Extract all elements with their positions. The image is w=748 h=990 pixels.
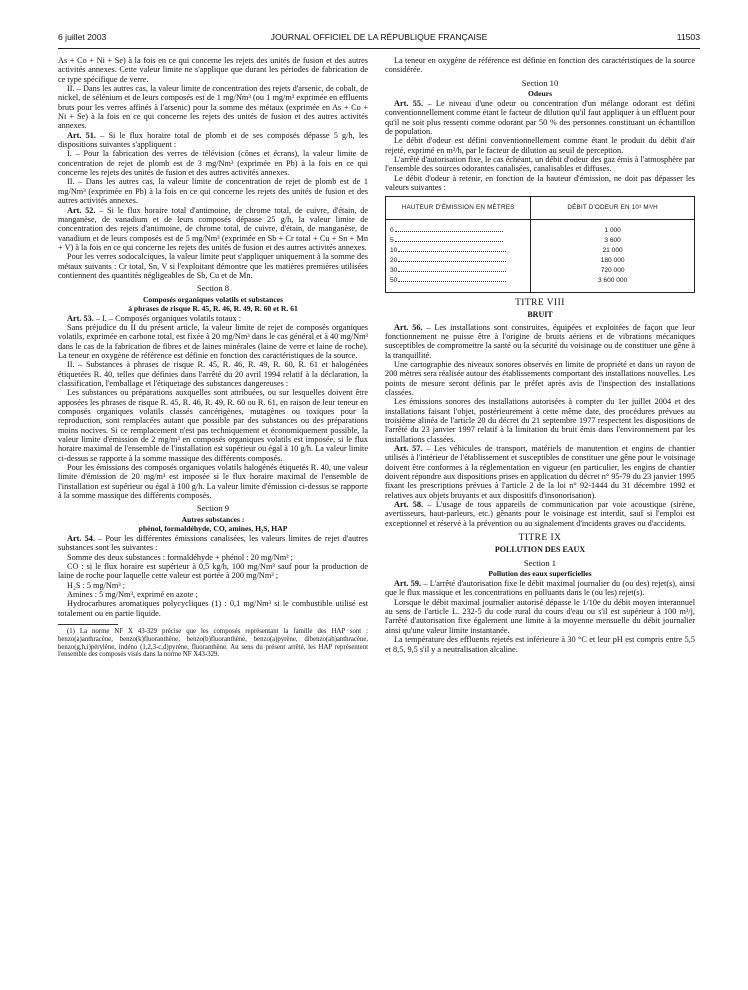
height-value: 5 <box>390 236 394 244</box>
header-journal-title: JOURNAL OFFICIEL DE LA RÉPUBLIQUE FRANÇAISE <box>270 32 488 42</box>
right-column <box>385 56 695 654</box>
section-subtitle <box>58 515 368 533</box>
article-number: Art. 54. <box>67 533 95 543</box>
paragraph: II. – Substances à phrases de risque R. 45, R. 46, R. 49, R. 60, R. 61 et halogénées étiquetées R. 40, telles que définies dans l'arrêté du 20 avril 1994 relatif à la déclaration, la classification, l'emballage et l'étiquetage des substances dangereuses : <box>58 360 368 388</box>
article-number: Art. 59. <box>394 579 422 589</box>
paragraph: Une cartographie des niveaux sonores observés en limite de propriété et dans un rayon de 200 mètres sera réalisée autour des établissements comportant des installations nouvelles. Les points de mesure seront définis par le préfet après avis de l'inspection des installations classées. <box>385 359 695 397</box>
article-text: – Le niveau d'une odeur ou concentration d'un mélange odorant est défini conventionnellement comme étant le facteur de dilution qu'il faut appliquer à un effluent pour qu'il ne soit plus ressenti comme odorant par 50 % des personnes constituant un échantillon de population. <box>385 99 695 137</box>
section-subtitle: Pollution des eaux superficielles <box>488 569 592 579</box>
paragraph: H₂S : 5 mg/Nm³ ; <box>67 580 126 590</box>
flow-cell: 21 000 <box>531 246 695 256</box>
paragraph: Le débit d'odeur à retenir, en fonction de la hauteur d'émission, ne doit pas dépasser les valeurs suivantes : <box>385 173 695 193</box>
article-text: – Si le flux horaire total d'antimoine, de chrome total, de cuivre, d'étain, de manganèse, de vanadium et de leurs composés dépasse 25 g/h, la valeur limite de concentration des rejets d'antimoine, de chrome total, de cuivre, d'étain, de manganèse, de vanadium et de leurs composés est de 5 mg/Nm³ (exprimée en Sb + Cr total + Cu + Sn + Mn + V) à la fois en ce qui concerne les rejets des unités de fusion et des autres activités annexes. <box>58 205 368 252</box>
height-cell <box>386 266 531 276</box>
article-57 <box>385 444 695 500</box>
height-value: 0 <box>390 226 394 234</box>
header-page-number: 11503 <box>676 32 700 42</box>
paragraph: Pour les verres sodocalciques, la valeur limite peut s'appliquer uniquement à la somme des métaux suivants : Cr total, Sn, V si l'exploitant démontre que les matières premières utilisées contiennent des quantités négligeables de Sb, Cu et de Mn. <box>58 252 368 280</box>
paragraph: Sans préjudice du II du présent article, la valeur limite de rejet de composés organiques volatils, exprimée en carbone total, est fixée à 20 mg/Nm³ dans le cas général et à 40 mg/Nm³ dans le cas de la fabrication de fibres et de laines minérales (laine de verre et laine de roche). La teneur en oxygène de référence est définie en fonction des caractéristiques de la source. <box>58 322 368 360</box>
article-number: Art. 52. <box>67 205 96 215</box>
article-59 <box>385 579 695 598</box>
subtitle-line: Composés organiques volatils et substances <box>142 294 284 304</box>
paragraph: Amines : 5 mg/Nm³, exprimé en azote ; <box>67 589 198 599</box>
paragraph: Lorsque le débit maximal journalier autorisé dépasse le 1/10e du débit moyen interannuel au sens de l'article L. 232-5 du code rural du cours d'eau ou s'il est supérieur à 100 m³/j, l'arrêté d'autorisation fixe également une limite à la moyenne mensuelle du débit journalier ainsi qu'une valeur limite instantanée. <box>385 597 695 635</box>
paragraph: Somme des deux substances : formaldéhyde + phénol : 20 mg/Nm³ ; <box>67 552 293 562</box>
article-number: Art. 53. <box>67 313 94 323</box>
paragraph: Les substances ou préparations auxquelles sont attribuées, ou sur lesquelles doivent être apposées les phrases de risque R. 45, R. 46, R. 49, R. 60 ou R. 61, en raison de leur teneur en composés organiques volatils classés cancérigènes, mutagènes ou toxiques pour la reproduction, sont remplacées autant que possible par des substances ou des préparations moins nocives. Si ce remplacement n'est pas techniquement et économiquement possible, la valeur limite d'émission de 2 mg/m³ en composés organiques volatils est imposée, si le flux horaire maximal de l'ensemble de l'installation est supérieur ou égal à 10 g/h. La valeur limite ci-dessus se rapporte à la somme massique des différents composés. <box>58 388 368 463</box>
article-number: Art. 51. <box>67 130 96 140</box>
flow-cell: 3 600 000 <box>531 276 695 293</box>
footnote-rule <box>58 624 118 625</box>
height-cell <box>386 256 531 266</box>
subtitle-line: à phrases de risque R. 45, R. 46, R. 49, R. 60 et R. 61 <box>128 303 298 313</box>
paragraph: Les émissions sonores des installations autorisées à compter du 1er juillet 2004 et des installations faisant l'objet, postérieurement à cette même date, des procédures prévues au troisième alinéa de l'article 20 du décret du 21 septembre 1977 respectent les dispositions de l'arrêté du 23 janvier 1997 relatif à la limitation du bruit émis dans l'environnement par les installations classées. <box>385 397 695 444</box>
section-subtitle: Odeurs <box>527 89 553 99</box>
table-row <box>386 266 695 276</box>
section-heading: Section 10 <box>521 77 559 88</box>
height-cell <box>386 276 531 293</box>
article-52 <box>58 206 368 253</box>
paragraph: La température des effluents rejetés est inférieure à 30 °C et leur pH est compris entre 5,5 et 8,5, 9,5 s'il y a neutralisation alcaline. <box>385 635 695 654</box>
footnote: (1) La norme NF X 43-329 précise que les composés représentant la famille des HAP sont : benzo(a)anthracène, benzo(k)fluoranthène, benzo(b)fluoranthène, benzo(a)pyrène, dibenzo(ah)anthracène, benzo(g,h,i)pérylène, indéno (1,2,3-c,d)pyrène, fluoranthène. Au sens du présent arrêté, les HAP représentent l'ensemble des composés visés dans la norme NF X43-329. <box>58 627 368 659</box>
section-subtitle <box>58 295 368 313</box>
table-header-height: HAUTEUR D'ÉMISSION EN MÈTRES <box>386 197 531 219</box>
title-subheading: POLLUTION DES EAUX <box>494 545 586 555</box>
paragraph: CO : si le flux horaire est supérieur à 0,5 kg/h, 100 mg/Nm³ sauf pour la production de laine de roche pour laquelle cette valeur est portée à 200 mg/Nm³ ; <box>58 561 368 581</box>
paragraph: Hydrocarbures aromatiques polycycliques (1) : 0,1 mg/Nm³ si le combustible utilisé est totalement ou en partie liquide. <box>58 599 368 618</box>
article-53 <box>58 314 368 323</box>
height-cell <box>386 246 531 256</box>
paragraph: I. – Pour la fabrication des verres de télévision (cônes et écrans), la valeur limite de concentration de rejet de plomb est de 3 mg/Nm³ (exprimée en Pb) à la fois en ce qui concerne les rejets des unités de fusion et des autres activités annexes. <box>58 149 368 178</box>
height-cell <box>386 219 531 236</box>
odour-table <box>385 196 695 292</box>
flow-cell: 720 000 <box>531 266 695 276</box>
article-text: – L'arrêté d'autorisation fixe le débit maximal journalier du (ou des) rejet(s), ainsi que le flux massique et les concentrations en polluants dans le (ou les) rejet(s). <box>385 579 695 598</box>
table-row <box>386 256 695 266</box>
article-text: – Les installations sont construites, équipées et exploitées de façon que leur fonctionnement ne puisse être à l'origine de bruits aériens et de vibrations mécaniques susceptibles de compromettre la santé ou la sécurité du voisinage ou de constituer une gêne à la tranquillité. <box>385 322 696 360</box>
paragraph: As + Co + Ni + Se) à la fois en ce qui concerne les rejets des unités de fusion et des autres activités annexes. Cette valeur limite ne s'applique que durant les périodes de fabrication de ce type spécifique de verre. <box>58 56 368 84</box>
article-number: Art. 57. <box>394 443 423 453</box>
article-58 <box>385 500 695 528</box>
table-row <box>386 246 695 256</box>
flow-cell: 3 600 <box>531 236 695 246</box>
paragraph: II. – Dans les autres cas, la valeur limite de concentration des rejets d'arsenic, de cobalt, de nickel, de sélénium et de leurs composés est de 1 mg/Nm³ (ou 1 mg/m³ exprimée en effluents bruts pour les verres affinés à l'arsenic) pour la somme des métaux (exprimée en As + Co + Ni + Se) à la fois en ce qui concerne les rejets des unités de fusion et des autres activités annexes. <box>58 84 368 131</box>
left-column <box>58 56 368 659</box>
paragraph: Pour les émissions des composés organiques volatils halogénés étiquetés R. 40, une valeur limite d'émission de 20 mg/m³ est imposée si le flux horaire maximal de l'ensemble de l'installation est supérieur ou égal à 100 g/h. La valeur limite d'émission ci-dessus se rapporte à la somme massique des différents composés. <box>58 463 368 501</box>
article-55 <box>385 99 695 136</box>
article-text: – I. – Composés organiques volatils totaux : <box>93 313 242 323</box>
subtitle-line: phénol, formaldéhyde, CO, amines, H₂S, HAP <box>138 523 288 533</box>
article-text: – Les véhicules de transport, matériels de manutention et engins de chantier utilisés à l'intérieur de l'établissement et susceptibles de constituer une gêne pour le voisinage doivent être conformes à la réglementation en vigueur (en particulier, les engins de chantier doivent répondre aux dispositions prises en application du décret n° 95-79 du 23 janvier 1995 fixant les prescriptions prévues à l'article 2 de la loi n° 92-1444 du 31 décembre 1992 et relatives aux objets bruyants et aux dispositifs d'insonorisation). <box>385 443 695 500</box>
page-header <box>58 32 700 46</box>
height-value: 20 <box>390 256 398 264</box>
section-heading: Section 1 <box>523 557 557 568</box>
title-subheading: BRUIT <box>527 310 553 320</box>
section-heading: Section 8 <box>196 283 230 294</box>
header-date: 6 juillet 2003 <box>58 32 107 42</box>
paragraph: Le débit d'odeur est défini conventionnellement comme étant le produit du débit d'air rejeté, exprimé en m³/h, par le facteur de dilution au seuil de perception. <box>385 136 695 155</box>
article-text: – Pour les différentes émissions canalisées, les valeurs limites de rejet d'autres substances sont les suivantes : <box>58 533 368 553</box>
height-value: 30 <box>390 266 398 274</box>
title-heading: TITRE VIII <box>515 297 565 308</box>
flow-cell: 180 000 <box>531 256 695 266</box>
article-number: Art. 55. <box>394 99 424 109</box>
article-number: Art. 58. <box>394 500 424 510</box>
flow-cell: 1 000 <box>531 219 695 236</box>
header-rule <box>58 48 700 49</box>
section-heading: Section 9 <box>196 503 230 514</box>
height-value: 10 <box>390 246 398 254</box>
article-56 <box>385 323 695 360</box>
table-row <box>386 219 695 236</box>
table-header-row <box>386 197 695 219</box>
title-heading: TITRE IX <box>518 533 562 544</box>
article-text: – Si le flux horaire total de plomb et de ses composés dépasse 5 g/h, les dispositions suivantes s'appliquent : <box>58 130 368 150</box>
paragraph: II. – Dans les autres cas, la valeur limite de concentration de rejet de plomb est de 1 mg/Nm³ (exprimée en Pb) à la fois en ce qui concerne les rejets des unités de fusion et des autres activités annexes. <box>58 177 368 206</box>
height-value: 50 <box>390 276 398 284</box>
subtitle-line: Autres substances : <box>181 514 245 524</box>
paragraph: L'arrêté d'autorisation fixe, le cas échéant, un débit d'odeur des gaz émis à l'atmosphère par l'ensemble des sources odorantes canalisées, canalisables et diffuses. <box>385 155 695 174</box>
article-text: – L'usage de tous appareils de communication par voie acoustique (sirène, avertisseurs, haut-parleurs, etc.) gênants pour le voisinage est interdit, sauf si l'emploi est exceptionnel et réservé à la prévention ou au signalement d'incidents graves ou d'accidents. <box>385 500 696 528</box>
table-header-flow: DÉBIT D'ODEUR EN 10³ M³/H <box>531 197 695 219</box>
table-row <box>386 236 695 246</box>
paragraph: La teneur en oxygène de référence est définie en fonction des caractéristiques de la source considérée. <box>385 56 695 75</box>
article-number: Art. 56. <box>394 322 423 332</box>
height-cell <box>386 236 531 246</box>
table-row <box>386 276 695 293</box>
article-51 <box>58 131 368 150</box>
article-54 <box>58 534 368 553</box>
